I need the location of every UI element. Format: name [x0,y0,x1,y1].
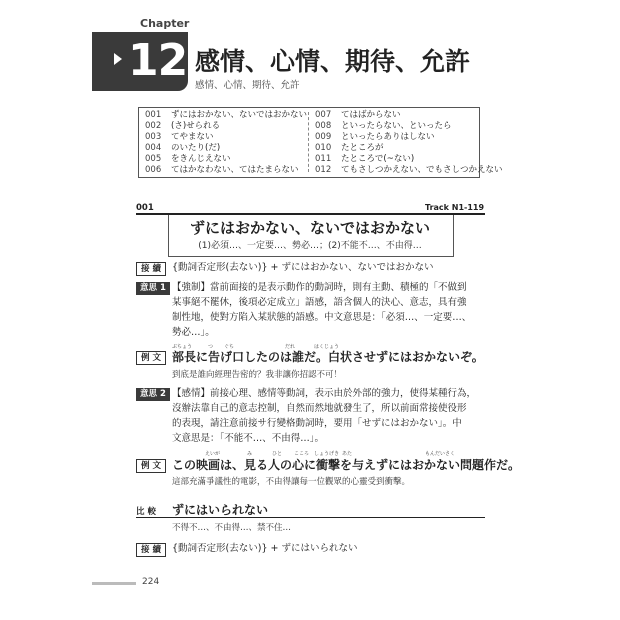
toc-left-column [145,110,307,176]
meaning-1-tag: 意思 1 [136,282,170,295]
connection-2-tag: 接 續 [136,543,166,557]
compare-title: ずにはいられない [172,503,269,517]
ruby-text: つ [208,344,214,350]
example-2-translation: 這部充滿爭議性的電影，不由得讓每一位觀眾的心靈受到衝擊。 [172,477,411,487]
section-number: 001 [136,203,154,213]
audio-track-label: Track N1-119 [425,203,485,212]
toc-item: 007 てはばからない [315,110,401,120]
toc-item: 003 てやまない [145,132,214,142]
toc-item: 009 といったらありはしない [315,132,435,142]
meaning-2-tag: 意思 2 [136,388,170,401]
footer-bar [92,582,136,585]
play-triangle-icon [114,53,122,65]
toc-item: 011 たところで(~ない) [315,154,415,164]
page-number: 224 [142,577,160,587]
meaning-1-text: 【強制】當前面接的是表示動作的動詞時，則有主動、積極的「不做到 某事絕不罷休，後項必定成立」語感，語含個人的決心、意志，具有強 制性地，使對方陷入某狀態的語感。中文意思是：「必須…、一定要…、 勢必…」。 [172,282,472,338]
ruby-text: ぐち [224,344,235,350]
connection-text: {動詞否定形(去ない)} + ずにはおかない、ないではおかない [172,262,434,273]
connection-tag: 接 續 [136,262,166,276]
example-1-tag: 例 文 [136,351,166,365]
ruby-text: だれ [285,344,296,350]
example-1-translation: 到底是誰向經理告密的？我非讓你招認不可！ [172,370,343,380]
ruby-text: しょうげき [314,451,340,457]
toc-divider [308,112,309,172]
ruby-text: ひと [272,451,283,457]
ruby-text: ぶちょう [172,344,193,350]
toc-item: 005 をきんじえない [145,154,231,164]
chapter-title: 感情、心情、期待、允許 [195,47,471,76]
example-2-tag: 例 文 [136,459,166,473]
compare-meaning: 不得不…、不由得…、禁不住… [172,523,292,533]
ruby-text: み [247,451,253,457]
example-2-sentence: この映画は、見る人の心に衝撃を与えずにはおかない問題作だ。 [172,458,521,472]
toc-item: 004 のいたり(だ) [145,143,221,153]
toc-item: 008 といったらない、といったら [315,121,452,131]
ruby-text: えいが [205,451,221,457]
compare-tag: 比 較 [136,507,156,517]
chapter-label: Chapter [140,17,190,30]
toc-item: 001 ずにはおかない、ないではおかない [145,110,308,120]
meaning-2-text: 【感情】前接心理、感情等動詞，表示由於外部的強力，使得某種行為， 沒辦法靠自己的意志控制，自然而然地就發生了，所以前面常接使役形 的表現，請注意前接サ行變格動詞時，要用「せずにはおかない」。中 文意思是：「不能不…、不由得…」。 [172,388,477,444]
toc-item: 002 (さ)せられる [145,121,221,131]
grammar-subtitle: (1)必須…、一定要…、勢必…；(2)不能不…、不由得… [198,241,422,251]
chapter-subtitle: 感情、心情、期待、允許 [195,80,300,91]
ruby-text: もんだいさく [425,451,456,457]
toc-item: 012 てもさしつかえない、でもさしつかえない [315,165,503,175]
example-1-sentence: 部長に告げ口したのは誰だ。白状させずにはおかないぞ。 [172,350,484,364]
toc-right-column [315,110,503,176]
ruby-text: こころ [294,451,310,457]
toc-item: 006 てはかなわない、てはたまらない [145,165,299,175]
ruby-text: あた [342,451,353,457]
chapter-number: 12 [128,35,188,86]
connection-2-text: {動詞否定形(去ない)} + ずにはいられない [172,543,358,554]
grammar-title: ずにはおかない、ないではおかない [189,219,430,237]
ruby-text: はくじょう [314,344,340,350]
toc-item: 010 たところが [315,143,384,153]
